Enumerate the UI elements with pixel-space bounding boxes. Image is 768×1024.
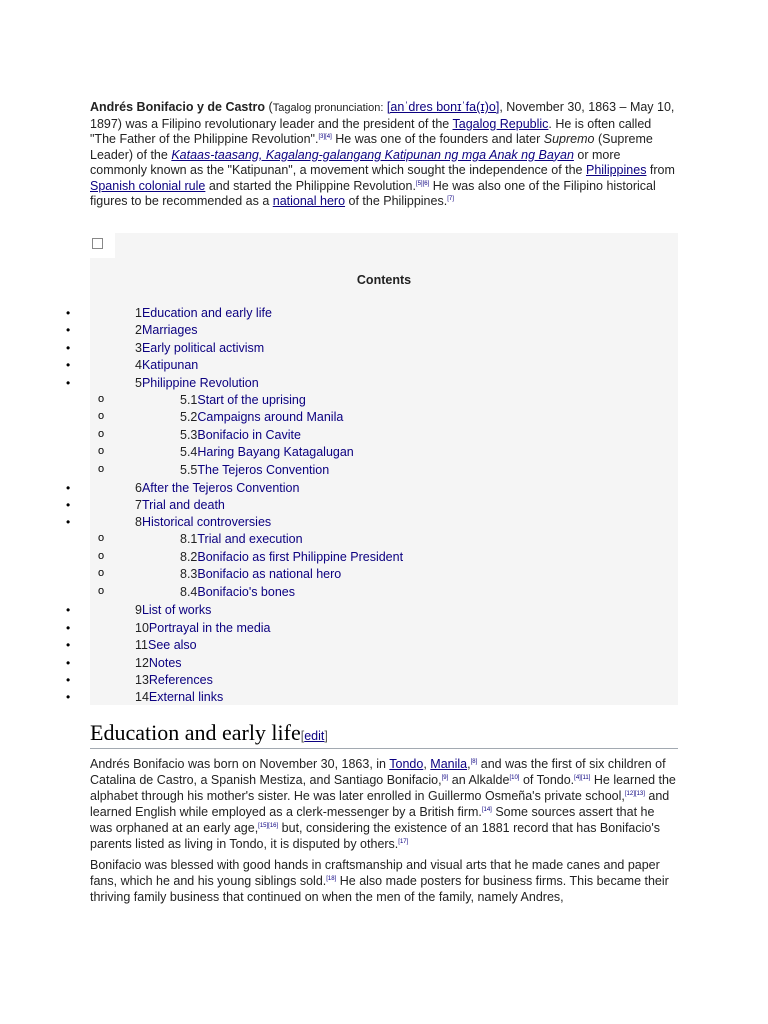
bullet-icon: • (66, 323, 71, 337)
bullet-icon: • (66, 341, 71, 355)
toc-item[interactable]: 2Marriages (135, 323, 198, 337)
bullet-icon: • (66, 306, 71, 320)
ref-link[interactable]: [15][16] (258, 822, 279, 829)
toc-item[interactable]: 9List of works (135, 603, 212, 617)
toc-item[interactable]: 1Education and early life (135, 306, 272, 320)
edit-section-link[interactable]: edit (304, 729, 325, 743)
toc-item[interactable]: 13References (135, 673, 213, 687)
toc-subitem[interactable]: 8.4Bonifacio's bones (180, 585, 295, 599)
toc-subitem[interactable]: 5.4Haring Bayang Katagalugan (180, 445, 354, 459)
ref-link[interactable]: [3][4] (318, 133, 332, 140)
article-subject-name: Andrés Bonifacio y de Castro (90, 100, 266, 114)
ref-link[interactable]: [5] (415, 180, 423, 187)
toc-subitem[interactable]: 5.1Start of the uprising (180, 393, 306, 407)
link-tagalog-republic[interactable]: Tagalog Republic (452, 116, 549, 131)
toc-item[interactable]: 3Early political activism (135, 341, 265, 355)
toc-item[interactable]: 10Portrayal in the media (135, 621, 271, 635)
toc-item[interactable]: 5Philippine Revolution (135, 376, 259, 390)
ref-link[interactable]: [14] (481, 806, 492, 813)
ref-link[interactable]: [10] (509, 774, 520, 781)
bullet-icon: • (66, 690, 71, 704)
toc-item[interactable]: 7Trial and death (135, 498, 225, 512)
bullet-icon: • (66, 481, 71, 495)
toc-item[interactable]: 4Katipunan (135, 358, 199, 372)
bullet-icon: • (66, 358, 71, 372)
section-heading-text: Education and early life (90, 720, 301, 745)
toc-toggle-checkbox[interactable] (92, 238, 103, 249)
ref-link[interactable]: [9] (441, 774, 449, 781)
circle-bullet-icon: o (98, 550, 105, 562)
circle-bullet-icon: o (98, 410, 105, 422)
toc-item[interactable]: 6After the Tejeros Convention (135, 481, 300, 495)
toc-item[interactable]: 8Historical controversies (135, 515, 272, 529)
toc-title: Contents (356, 273, 412, 287)
link-manila[interactable]: Manila (430, 757, 468, 771)
link-tondo[interactable]: Tondo (389, 757, 424, 771)
bullet-icon: • (66, 376, 71, 390)
toc-subitem[interactable]: 8.3Bonifacio as national hero (180, 567, 342, 581)
section-heading: Education and early life[edit] (90, 720, 678, 749)
link-katipunan[interactable]: Kataas-taasang, Kagalang-galangang Katipunan ng mga Anak ng Bayan (171, 147, 574, 162)
section-paragraph-2: Bonifacio was blessed with good hands in craftsmanship and visual arts that he made canes and paper fans, which he and his young siblings sold.[18] He also made posters for business firms. This became their thriving family business that continued on when the men of the family, namely Andres, (90, 858, 669, 904)
toc-item[interactable]: 11See also (135, 638, 197, 652)
toc-subitem[interactable]: 8.1Trial and execution (180, 532, 303, 546)
bullet-icon: • (66, 656, 71, 670)
ref-link[interactable]: [4] (574, 774, 581, 781)
circle-bullet-icon: o (98, 463, 105, 475)
ipa-link[interactable]: [anˈdres bonɪˈfa(ɪ)o] (386, 100, 500, 114)
ref-link[interactable]: [7] (447, 195, 454, 202)
toc-subitem[interactable]: 5.2Campaigns around Manila (180, 410, 344, 424)
bullet-icon: • (66, 621, 71, 635)
circle-bullet-icon: o (98, 393, 105, 405)
pronunciation-label: Tagalog pronunciation: (272, 102, 384, 114)
toc-item[interactable]: 12Notes (135, 656, 182, 670)
circle-bullet-icon: o (98, 567, 105, 579)
ref-link[interactable]: [11] (580, 774, 591, 781)
section-paragraph-1: Andrés Bonifacio was born on November 30, 1863, in Tondo, Manila,[8] and was the first of six children of Catalina de Castro, a Spanish Mestiza, and Santiago Bonifacio,[9] an Alkalde[10] of Tondo.[4][11] He learned the alphabet through his mother's sister. He was later enrolled in Guillermo Osmeña's private school,[12][13] and learned English while employed as a clerk-messenger by a British firm.[14] Some sources assert that he was orphaned at an early age,[15][16] but, considering the existence of an 1881 record that has Bonifacio's parents listed as living in Tondo, it is disputed by others.[17] (90, 757, 676, 851)
bullet-icon: • (66, 673, 71, 687)
toc-subitem[interactable]: 5.5The Tejeros Convention (180, 463, 330, 477)
toc-item[interactable]: 14External links (135, 690, 224, 704)
link-philippines[interactable]: Philippines (585, 163, 647, 177)
toc-subitem[interactable]: 8.2Bonifacio as first Philippine President (180, 550, 404, 564)
link-national-hero[interactable]: national hero (272, 194, 346, 208)
link-spanish-colonial-rule[interactable]: Spanish colonial rule (90, 178, 206, 193)
bullet-icon: • (66, 638, 71, 652)
circle-bullet-icon: o (98, 445, 105, 457)
ref-link[interactable]: [12][13] (624, 790, 645, 797)
circle-bullet-icon: o (98, 428, 105, 440)
bullet-icon: • (66, 515, 71, 529)
circle-bullet-icon: o (98, 585, 105, 597)
ref-link[interactable]: [17] (398, 838, 409, 845)
ref-link[interactable]: [8] (470, 758, 478, 765)
bullet-icon: • (66, 603, 71, 617)
toc-subitem[interactable]: 5.3Bonifacio in Cavite (180, 428, 301, 442)
ref-link[interactable]: [18] (326, 875, 337, 882)
circle-bullet-icon: o (98, 532, 105, 544)
ref-link[interactable]: [6] (422, 180, 430, 187)
bullet-icon: • (66, 498, 71, 512)
intro-paragraph: Andrés Bonifacio y de Castro (Tagalog pronunciation: [anˈdres bonɪˈfa(ɪ)o], November 30, 1863 – May 10, 1897) was a Filipino revolutionary leader and the president of the Tagalog Republic. He is often called "The Father of the Philippine Revolution".[3][4] He was one of the founders and later Supremo (Supreme Leader) of the Kataas-taasang, Kagalang-galangang Katipunan ng mga Anak ng Bayan or more commonly known as the "Katipunan", a movement which sought the independence of the Philippines from Spanish colonial rule and started the Philippine Revolution.[5][6] He was also one of the Filipino historical figures to be recommended as a national hero of the Philippines.[7] (90, 100, 675, 208)
